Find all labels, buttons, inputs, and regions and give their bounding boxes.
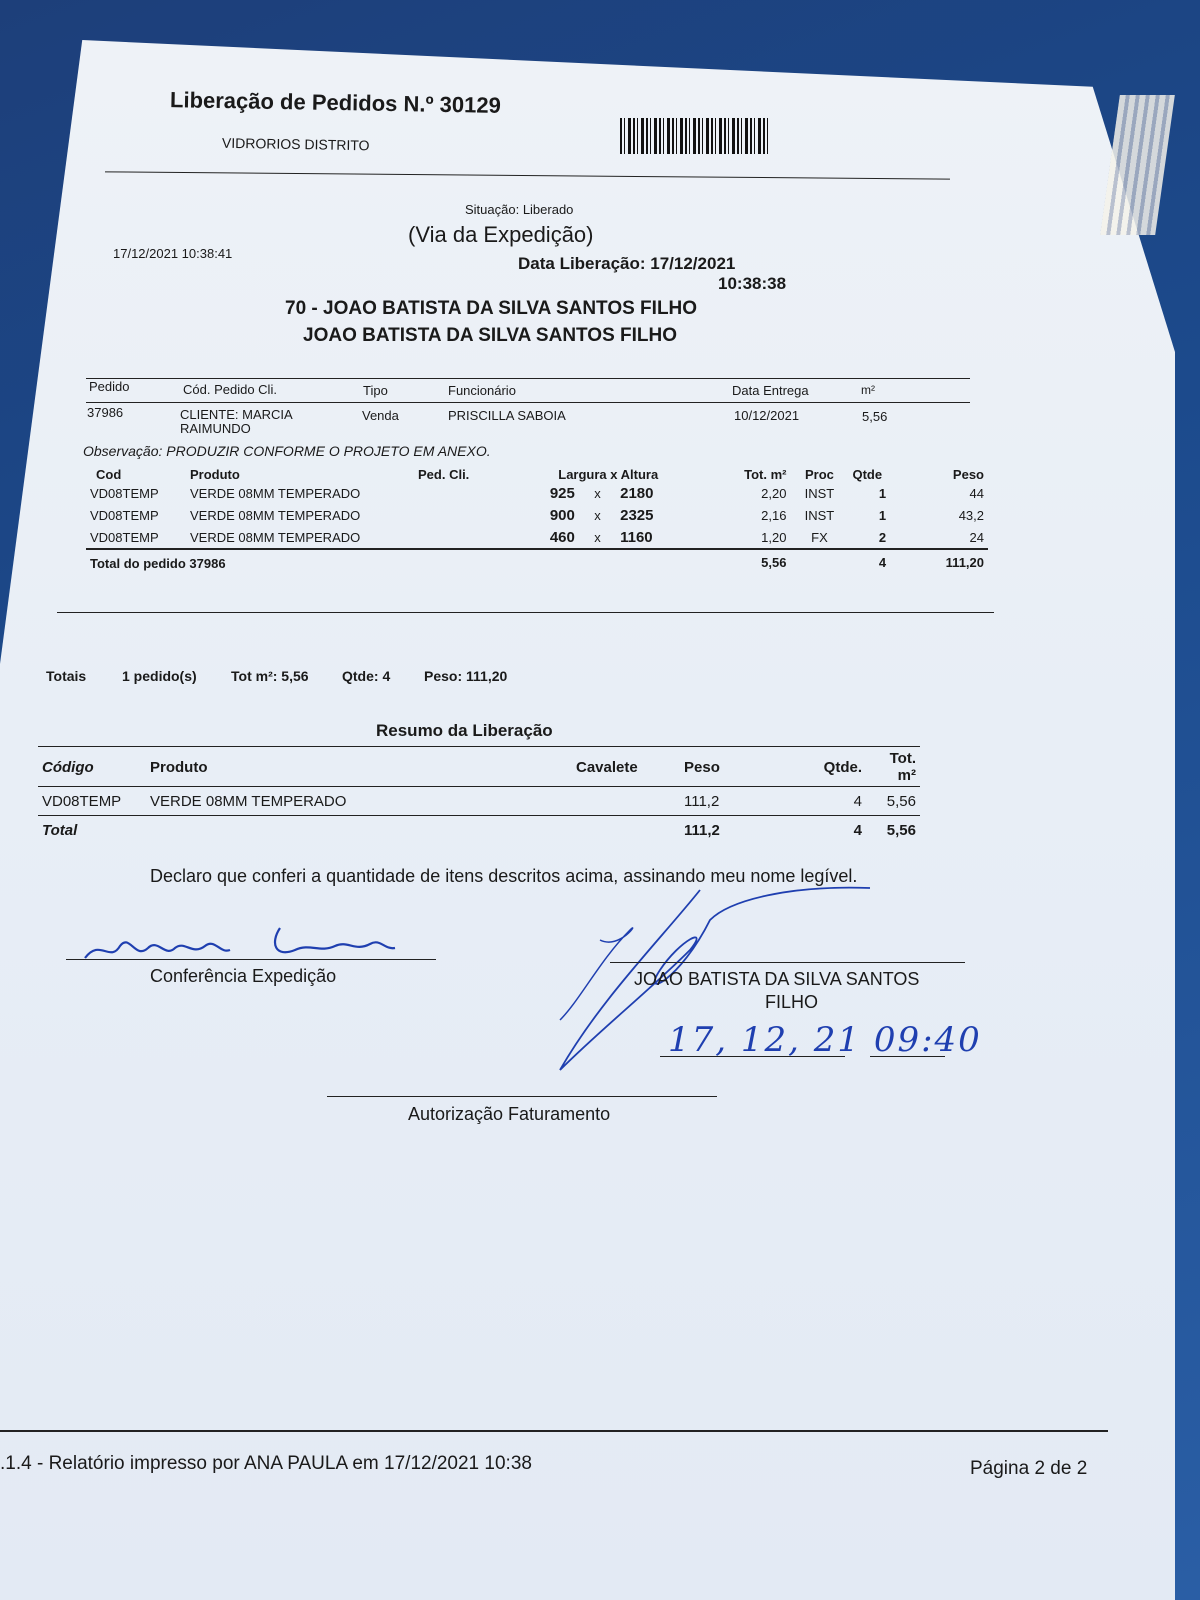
- item-tot-m2: 1,20: [761, 529, 787, 545]
- observation-text: PRODUZIR CONFORME O PROJETO EM ANEXO.: [166, 443, 491, 459]
- item-altura: 2325: [620, 506, 654, 524]
- items-col-cod: Cod: [96, 467, 122, 482]
- items-total-m2: 5,56: [761, 554, 787, 570]
- summary-total-label: Total: [42, 821, 78, 839]
- observation: [83, 443, 491, 459]
- items-col-qtde: Qtde: [852, 467, 883, 482]
- item-ped-cli: [414, 504, 494, 526]
- item-cod: VD08TEMP: [90, 507, 159, 523]
- items-col-produto: Produto: [190, 467, 240, 482]
- item-x: x: [594, 529, 601, 545]
- summary-produto: VERDE 08MM TEMPERADO: [150, 792, 347, 810]
- items-header-row: [86, 467, 988, 482]
- items-total-proc: [790, 549, 848, 574]
- barcode-icon: [620, 118, 770, 154]
- declaration-text: Declaro que conferi a quantidade de itens descritos acima, assinando meu nome legível.: [150, 866, 858, 886]
- handwritten-date: 17, 12, 21 09:40: [668, 1020, 982, 1060]
- items-total-peso: 111,20: [945, 554, 984, 570]
- items-col-tot-m2: Tot. m²: [744, 467, 787, 482]
- items-total-qtde: 4: [878, 554, 887, 570]
- item-peso: 24: [969, 529, 984, 545]
- item-produto: VERDE 08MM TEMPERADO: [190, 529, 361, 545]
- footer-printed-by: .1.4 - Relatório impresso por ANA PAULA em 17/12/2021 10:38: [0, 1453, 532, 1474]
- summary-total-spacer: [146, 816, 572, 845]
- item-qtde: 1: [878, 485, 887, 501]
- summary-codigo: VD08TEMP: [42, 792, 122, 810]
- items-divider: [57, 612, 994, 613]
- col-pedido: Pedido: [89, 379, 130, 394]
- item-cod: VD08TEMP: [90, 485, 159, 501]
- item-qtde: 1: [878, 507, 887, 523]
- item-cod: VD08TEMP: [90, 529, 159, 545]
- summary-title: Resumo da Liberação: [376, 721, 553, 740]
- item-peso: 43,2: [958, 507, 984, 523]
- summary-total-cavalete: [572, 816, 680, 845]
- situation-text: Situação: Liberado: [465, 202, 574, 217]
- order-rule-top: [86, 378, 970, 379]
- date-underline: [660, 1056, 845, 1057]
- item-largura: 900: [549, 506, 575, 524]
- col-cod-pedido-cli: Cód. Pedido Cli.: [183, 382, 277, 397]
- table-row: [38, 787, 920, 816]
- summary-rule-top: [38, 746, 920, 747]
- order-m2: 5,56: [862, 409, 888, 424]
- table-row: [86, 526, 988, 549]
- col-funcionario: Funcionário: [448, 383, 516, 398]
- item-qtde: 2: [878, 529, 887, 545]
- time-underline: [870, 1056, 945, 1057]
- left-signature-line: [66, 959, 436, 960]
- summary-col-qtde: Qtde.: [823, 758, 862, 776]
- via-text: (Via da Expedição): [408, 222, 594, 247]
- items-col-peso: Peso: [952, 467, 984, 482]
- release-time: 10:38:38: [718, 274, 787, 293]
- footer-divider: [0, 1430, 1108, 1432]
- totals-qtde: Qtde: 4: [342, 668, 391, 684]
- summary-peso: 111,2: [684, 792, 720, 810]
- item-tot-m2: 2,20: [761, 485, 787, 501]
- order-data-entrega: 10/12/2021: [734, 408, 800, 423]
- col-m2: m²: [861, 383, 875, 397]
- order-cod-cli-2: RAIMUNDO: [180, 421, 251, 436]
- items-col-largura-altura: Largura x Altura: [558, 467, 659, 482]
- document-title: Liberação de Pedidos N.º 30129: [169, 87, 502, 118]
- items-col-proc: Proc: [805, 467, 834, 482]
- item-proc: INST: [804, 507, 835, 523]
- col-data-entrega: Data Entrega: [732, 383, 809, 398]
- observation-label: Observação:: [83, 443, 163, 459]
- item-x: x: [594, 507, 601, 523]
- totals-label: Totais: [46, 668, 87, 684]
- item-peso: 44: [969, 485, 984, 501]
- item-tot-m2: 2,16: [761, 507, 787, 523]
- order-pedido: 37986: [87, 405, 124, 420]
- item-produto: VERDE 08MM TEMPERADO: [190, 485, 361, 501]
- item-produto: VERDE 08MM TEMPERADO: [190, 507, 361, 523]
- client-line-2: JOAO BATISTA DA SILVA SANTOS FILHO: [303, 325, 678, 346]
- summary-total-tot-m2: 5,56: [886, 821, 916, 839]
- summary-tot-m2: 5,56: [886, 792, 916, 810]
- footer-page: Página 2 de 2: [970, 1458, 1088, 1479]
- items-total-spacer: [494, 549, 722, 574]
- summary-total-qtde: 4: [853, 821, 862, 839]
- summary-total-peso: 111,2: [684, 821, 720, 839]
- summary-header-row: [38, 748, 920, 787]
- table-row: [86, 482, 988, 504]
- items-table: [86, 467, 988, 574]
- client-line-1: 70 - JOAO BATISTA DA SILVA SANTOS FILHO: [285, 298, 698, 319]
- item-ped-cli: [414, 526, 494, 549]
- summary-col-produto: Produto: [150, 758, 208, 776]
- summary-col-peso: Peso: [684, 758, 720, 776]
- summary-col-codigo: Código: [42, 758, 94, 776]
- summary-total-row: [38, 816, 920, 845]
- printed-timestamp: 17/12/2021 10:38:41: [113, 246, 233, 261]
- item-altura: 2180: [620, 484, 654, 502]
- col-tipo: Tipo: [363, 383, 388, 398]
- order-rule-mid: [86, 402, 970, 403]
- release-date: Data Liberação: 17/12/2021: [518, 254, 736, 273]
- totals-peso: Peso: 111,20: [424, 668, 508, 684]
- summary-col-cavalete: Cavalete: [576, 758, 638, 776]
- item-largura: 925: [549, 484, 575, 502]
- item-largura: 460: [549, 528, 575, 546]
- order-cod-cli-1: CLIENTE: MARCIA: [180, 407, 293, 422]
- summary-qtde: 4: [853, 792, 862, 810]
- right-signature-name-1: JOAO BATISTA DA SILVA SANTOS: [634, 969, 920, 989]
- item-x: x: [594, 485, 601, 501]
- right-signature-name-2: FILHO: [765, 992, 819, 1012]
- billing-signature-line: [327, 1096, 717, 1097]
- left-signature-label: Conferência Expedição: [150, 966, 337, 986]
- summary-col-tot-m2: Tot. m²: [889, 750, 916, 784]
- items-total-row: [86, 549, 988, 574]
- company-name: VIDRORIOS DISTRITO: [221, 134, 370, 154]
- right-signature-line: [610, 962, 965, 963]
- items-col-ped-cli: Ped. Cli.: [418, 467, 470, 482]
- item-altura: 1160: [620, 528, 653, 546]
- totals-pedidos: 1 pedido(s): [122, 668, 197, 684]
- order-tipo: Venda: [362, 408, 399, 423]
- item-proc: INST: [804, 485, 835, 501]
- summary-table: [38, 748, 920, 844]
- item-proc: FX: [811, 529, 828, 545]
- items-total-label: Total do pedido 37986: [90, 555, 226, 571]
- billing-label: Autorização Faturamento: [408, 1104, 611, 1124]
- table-row: [86, 504, 988, 526]
- totals-m2: Tot m²: 5,56: [231, 668, 309, 684]
- order-funcionario: PRISCILLA SABOIA: [448, 408, 566, 423]
- left-signature-scribble: [80, 918, 410, 968]
- item-ped-cli: [414, 482, 494, 504]
- light-reflection: [1100, 95, 1175, 235]
- summary-cavalete: [572, 787, 680, 816]
